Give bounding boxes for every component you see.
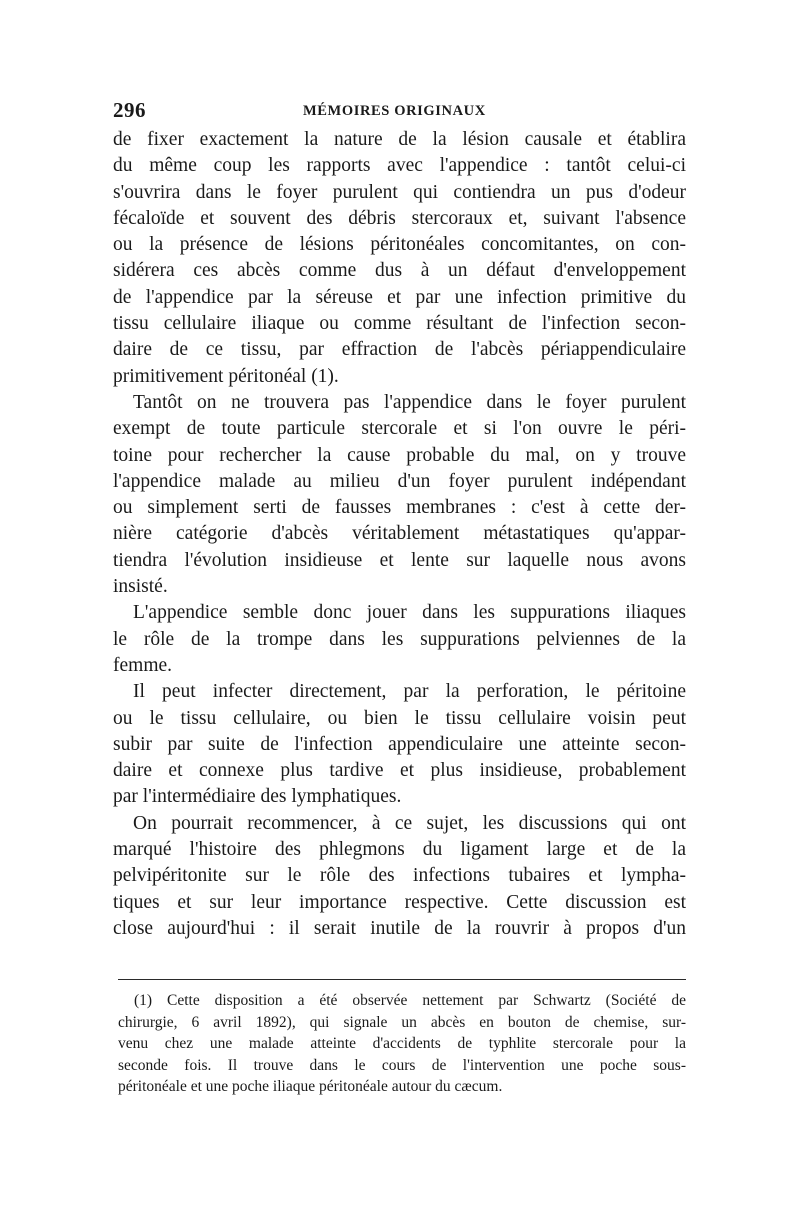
paragraph-start-line: L'appendice semble donc jouer dans les suppurations iliaques (133, 602, 686, 624)
text-line: sidérera ces abcès comme dus à un défaut d'enveloppement (113, 260, 686, 282)
text-line: nière catégorie d'abcès véritablement métastatiques qu'appar- (113, 523, 686, 545)
footnote-line: seconde fois. Il trouve dans le cours de l'intervention une poche sous- (118, 1056, 686, 1074)
footnote-line: (1) Cette disposition a été observée nettement par Schwartz (Société de (134, 992, 686, 1009)
paragraph-start-line: Il peut infecter directement, par la perforation, le péritoine (133, 681, 686, 703)
text-line: le rôle de la trompe dans les suppurations pelviennes de la (113, 628, 686, 650)
page-number: 296 (113, 98, 146, 122)
text-line: tiendra l'évolution insidieuse et lente sur laquelle nous avons (113, 549, 686, 571)
footnote-divider (118, 979, 686, 980)
text-line: insisté. (113, 576, 168, 598)
text-line: daire et connexe plus tardive et plus insidieuse, probablement (113, 760, 686, 782)
running-title: MÉMOIRES ORIGINAUX (303, 103, 486, 119)
text-line: tiques et sur leur importance respective. Cette discussion est (113, 891, 686, 913)
text-line: de fixer exactement la nature de la lésion causale et établira (113, 129, 686, 150)
footnote-line: venu chez une malade atteinte d'accidents de typhlite stercorale pour la (118, 1035, 686, 1052)
text-line: par l'intermédiaire des lymphatiques. (113, 786, 402, 808)
text-line: ou le tissu cellulaire, ou bien le tissu cellulaire voisin peut (113, 707, 686, 729)
text-line: close aujourd'hui : il serait inutile de la rouvrir à propos d'un (113, 917, 686, 939)
footnote (118, 990, 686, 1098)
text-line: fécaloïde et souvent des débris stercoraux et, suivant l'absence (113, 207, 686, 229)
paragraph-start-line: On pourrait recommencer, à ce sujet, les discussions qui ont (133, 812, 686, 834)
text-line: l'appendice malade au milieu d'un foyer purulent indépendant (113, 470, 686, 492)
text-line: femme. (113, 654, 173, 676)
text-line: toine pour rechercher la cause probable du mal, on y trouve (113, 444, 686, 466)
text-line: daire de ce tissu, par effraction de l'abcès périappendiculaire (113, 339, 686, 361)
paragraph-start-line: Tantôt on ne trouvera pas l'appendice dans le foyer purulent (133, 391, 686, 413)
text-line: marqué l'histoire des phlegmons du ligament large et de la (113, 839, 686, 861)
text-line: ou la présence de lésions péritonéales concomitantes, on con- (113, 234, 686, 256)
text-line: de l'appendice par la séreuse et par une infection primitive du (113, 286, 686, 308)
text-line: exempt de toute particule stercorale et si l'on ouvre le péri- (113, 418, 686, 440)
text-line: tissu cellulaire iliaque ou comme résultant de l'infection secon- (113, 313, 686, 335)
text-line: primitivement péritonéal (1). (113, 365, 339, 387)
body-text (113, 127, 686, 942)
text-line: du même coup les rapports avec l'appendice : tantôt celui-ci (113, 155, 686, 177)
footnote-line: chirurgie, 6 avril 1892), qui signale un abcès en bouton de chemise, sur- (118, 1013, 686, 1031)
text-line: s'ouvrira dans le foyer purulent qui contiendra un pus d'odeur (113, 181, 686, 203)
page-header (113, 98, 686, 126)
footnote-line: péritonéale et une poche iliaque péritonéale autour du cæcum. (118, 1078, 503, 1095)
text-line: pelvipéritonite sur le rôle des infections tubaires et lympha- (113, 865, 686, 887)
text-line: ou simplement serti de fausses membranes : c'est à cette der- (113, 497, 686, 519)
text-line: subir par suite de l'infection appendiculaire une atteinte secon- (113, 733, 686, 755)
